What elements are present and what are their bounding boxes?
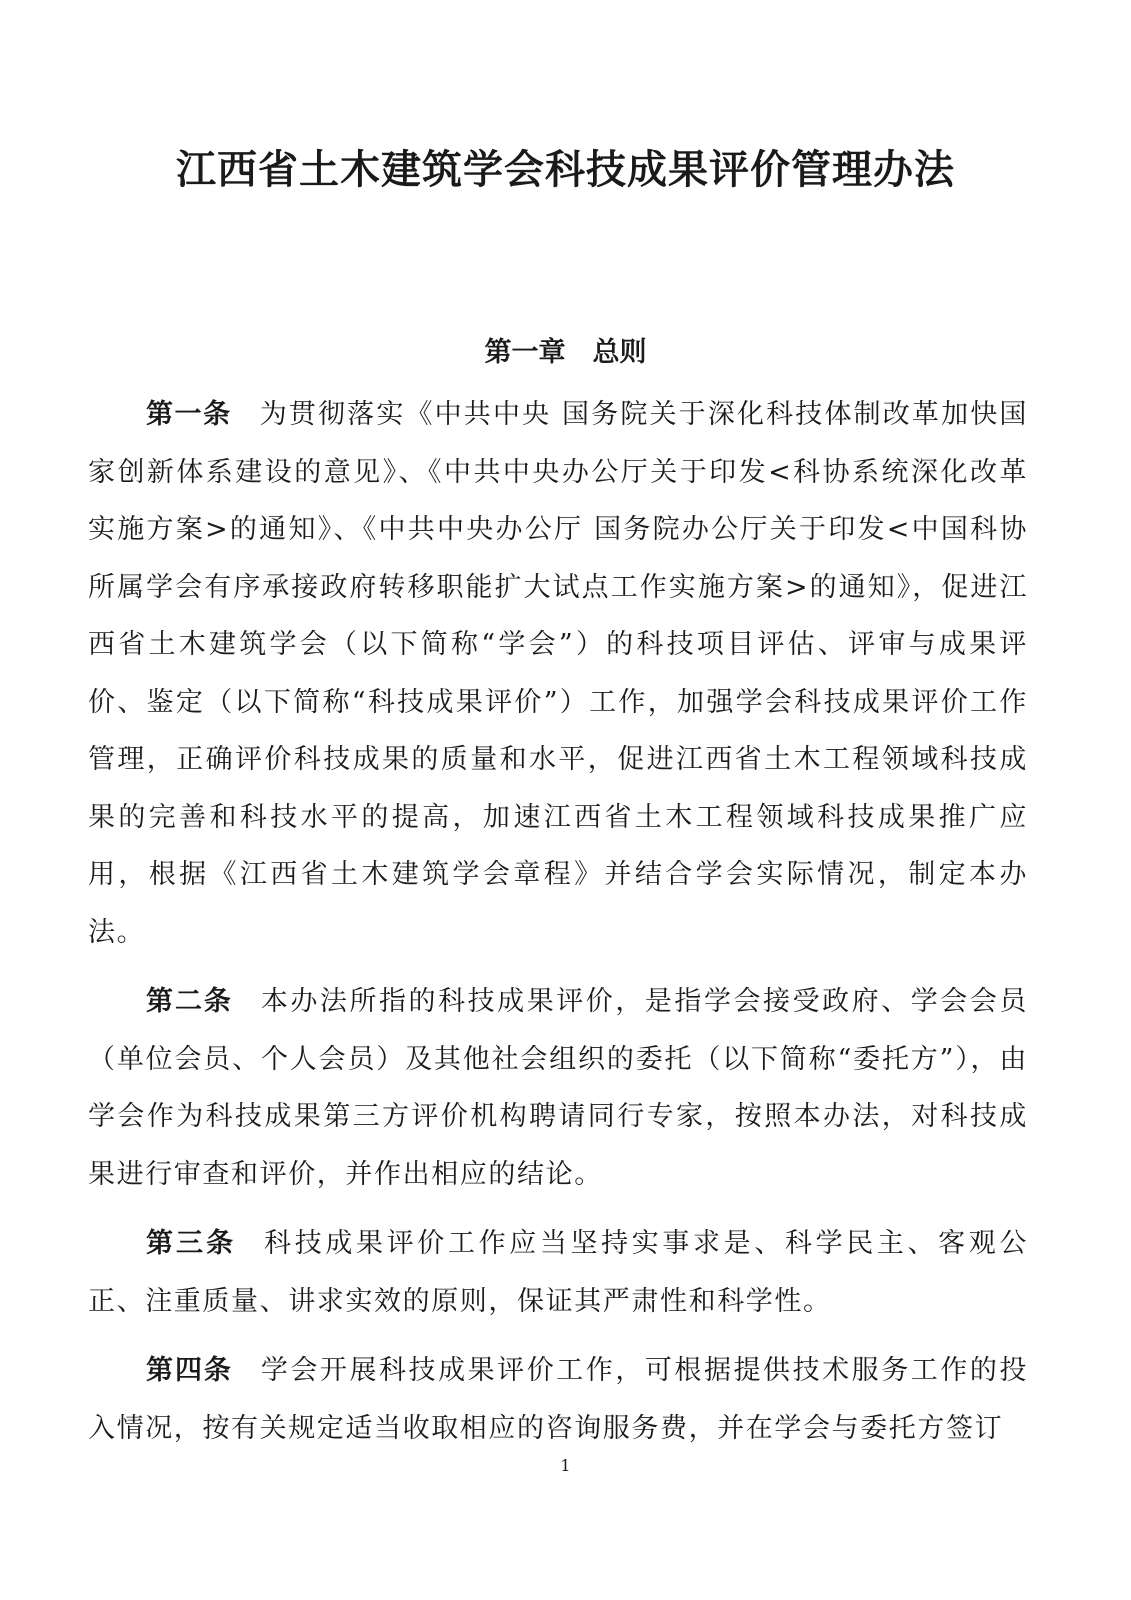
document-title: 江西省土木建筑学会科技成果评价管理办法 — [176, 147, 955, 193]
article-label: 第三条 — [146, 1228, 237, 1259]
article-2 — [88, 973, 1028, 1203]
article-text: 本办法所指的科技成果评价，是指学会接受政府、学会会员（单位会员、个人会员）及其他社会组织的委托（以下简称“委托方”），由学会作为科技成果第三方评价机构聘请同行专家，按照本办法，对科技成果进行审查和评价，并作出相应的结论。 — [88, 986, 1028, 1190]
chapter-heading: 第一章 总则 — [484, 337, 647, 368]
article-label: 第四条 — [146, 1355, 233, 1386]
document-body — [88, 386, 1028, 1469]
page-number: 1 — [560, 1456, 571, 1475]
article-1 — [88, 386, 1028, 961]
article-3 — [88, 1215, 1028, 1330]
article-label: 第二条 — [146, 986, 233, 1017]
article-4 — [88, 1342, 1028, 1457]
article-text: 科技成果评价工作应当坚持实事求是、科学民主、客观公正、注重质量、讲求实效的原则，保证其严肃性和科学性。 — [88, 1228, 1029, 1317]
article-text: 为贯彻落实《中共中央 国务院关于深化科技体制改革加快国家创新体系建设的意见》、《中共中央办公厅关于印发<科协系统深化改革实施方案>的通知》、《中共中央办公厅 国务院办公厅关于印发<中国科协所属学会有序承接政府转移职能扩大试点工作实施方案>的通知》，促进江西省土木建筑学会（以下简称“学会”）的科技项目评估、评审与成果评价、鉴定（以下简称“科技成果评价”）工作，加强学会科技成果评价工作管理，正确评价科技成果的质量和水平，促进江西省土木工程领域科技成果的完善和科技水平的提高，加速江西省土木工程领域科技成果推广应用，根据《江西省土木建筑学会章程》并结合学会实际情况，制定本办法。 — [88, 399, 1029, 948]
article-text: 学会开展科技成果评价工作，可根据提供技术服务工作的投入情况，按有关规定适当收取相应的咨询服务费，并在学会与委托方签订 — [88, 1355, 1028, 1444]
article-label: 第一条 — [146, 399, 232, 430]
